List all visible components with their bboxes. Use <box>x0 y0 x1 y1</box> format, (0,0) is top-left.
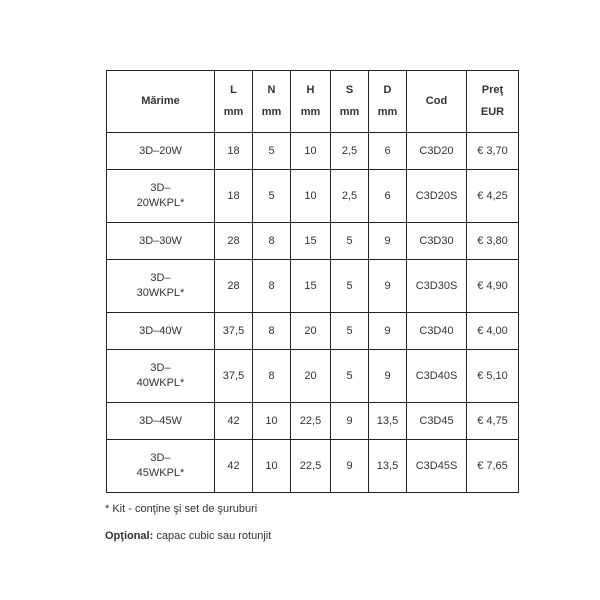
cell-s: 9 <box>331 403 369 440</box>
cell-pret: € 4,00 <box>467 313 519 350</box>
optional-text: capac cubic sau rotunjit <box>153 530 272 542</box>
header-unit: mm <box>339 106 360 118</box>
cell-pret: € 4,90 <box>467 260 519 313</box>
cell-s: 9 <box>331 440 369 493</box>
header-s <box>331 71 369 133</box>
cell-d: 6 <box>369 133 407 170</box>
cell-n: 8 <box>253 313 291 350</box>
cell-s: 2,5 <box>331 170 369 223</box>
size-text: 3D– 30WKPL* <box>136 272 185 299</box>
cell-s: 2,5 <box>331 133 369 170</box>
header-marime <box>107 71 215 133</box>
cell-h: 10 <box>291 170 331 223</box>
cell-cod: C3D20 <box>407 133 467 170</box>
header-label: L <box>230 84 237 96</box>
cell-size <box>107 170 215 223</box>
product-spec-table <box>106 70 519 493</box>
cell-n: 8 <box>253 260 291 313</box>
header-unit: EUR <box>480 106 505 118</box>
table-row <box>107 313 519 350</box>
cell-pret: € 3,80 <box>467 223 519 260</box>
cell-size: 3D–40W <box>107 313 215 350</box>
cell-pret: € 4,25 <box>467 170 519 223</box>
cell-l: 37,5 <box>215 350 253 403</box>
cell-s: 5 <box>331 260 369 313</box>
cell-s: 5 <box>331 313 369 350</box>
header-unit: mm <box>261 106 282 118</box>
cell-size <box>107 440 215 493</box>
cell-n: 8 <box>253 223 291 260</box>
cell-h: 10 <box>291 133 331 170</box>
cell-pret: € 7,65 <box>467 440 519 493</box>
cell-l: 28 <box>215 260 253 313</box>
cell-cod: C3D40 <box>407 313 467 350</box>
cell-h: 22,5 <box>291 440 331 493</box>
cell-pret: € 5,10 <box>467 350 519 403</box>
cell-pret: € 3,70 <box>467 133 519 170</box>
header-cod <box>407 71 467 133</box>
cell-size: 3D–30W <box>107 223 215 260</box>
size-text: 3D– 20WKPL* <box>136 182 185 209</box>
cell-l: 37,5 <box>215 313 253 350</box>
size-text: 3D– 45WKPL* <box>136 452 185 479</box>
header-unit: mm <box>223 106 244 118</box>
cell-n: 10 <box>253 440 291 493</box>
table-header-row <box>107 71 519 133</box>
table-row <box>107 170 519 223</box>
header-label: S <box>345 84 354 96</box>
cell-l: 42 <box>215 440 253 493</box>
cell-cod: C3D20S <box>407 170 467 223</box>
cell-s: 5 <box>331 350 369 403</box>
optional-note <box>105 530 271 542</box>
table-row <box>107 403 519 440</box>
cell-size <box>107 260 215 313</box>
table-row <box>107 223 519 260</box>
header-l <box>215 71 253 133</box>
header-label: Cod <box>425 95 448 107</box>
header-label: Preţ <box>481 84 504 96</box>
cell-d: 9 <box>369 223 407 260</box>
cell-d: 13,5 <box>369 403 407 440</box>
header-unit: mm <box>300 106 321 118</box>
header-pret <box>467 71 519 133</box>
header-label: H <box>306 84 315 96</box>
cell-cod: C3D30 <box>407 223 467 260</box>
cell-size <box>107 350 215 403</box>
cell-h: 20 <box>291 350 331 403</box>
cell-h: 22,5 <box>291 403 331 440</box>
cell-d: 9 <box>369 350 407 403</box>
kit-footnote: * Kit - conţine şi set de şuruburi <box>105 503 258 515</box>
cell-size: 3D–20W <box>107 133 215 170</box>
cell-size: 3D–45W <box>107 403 215 440</box>
cell-d: 13,5 <box>369 440 407 493</box>
cell-l: 28 <box>215 223 253 260</box>
cell-n: 5 <box>253 170 291 223</box>
table-row <box>107 350 519 403</box>
cell-l: 18 <box>215 133 253 170</box>
cell-h: 15 <box>291 260 331 313</box>
header-unit: mm <box>377 106 398 118</box>
table-row <box>107 133 519 170</box>
cell-n: 10 <box>253 403 291 440</box>
optional-label: Opţional: <box>105 530 154 542</box>
cell-cod: C3D30S <box>407 260 467 313</box>
cell-d: 9 <box>369 260 407 313</box>
table-row <box>107 260 519 313</box>
header-label: D <box>383 84 392 96</box>
cell-n: 8 <box>253 350 291 403</box>
cell-h: 20 <box>291 313 331 350</box>
cell-d: 9 <box>369 313 407 350</box>
cell-d: 6 <box>369 170 407 223</box>
cell-l: 42 <box>215 403 253 440</box>
cell-h: 15 <box>291 223 331 260</box>
cell-l: 18 <box>215 170 253 223</box>
cell-pret: € 4,75 <box>467 403 519 440</box>
cell-n: 5 <box>253 133 291 170</box>
header-n <box>253 71 291 133</box>
cell-cod: C3D40S <box>407 350 467 403</box>
cell-cod: C3D45S <box>407 440 467 493</box>
table-row <box>107 440 519 493</box>
header-d <box>369 71 407 133</box>
cell-cod: C3D45 <box>407 403 467 440</box>
header-label: Mărime <box>141 95 180 107</box>
header-label: N <box>267 84 276 96</box>
size-text: 3D– 40WKPL* <box>136 362 185 389</box>
header-h <box>291 71 331 133</box>
cell-s: 5 <box>331 223 369 260</box>
